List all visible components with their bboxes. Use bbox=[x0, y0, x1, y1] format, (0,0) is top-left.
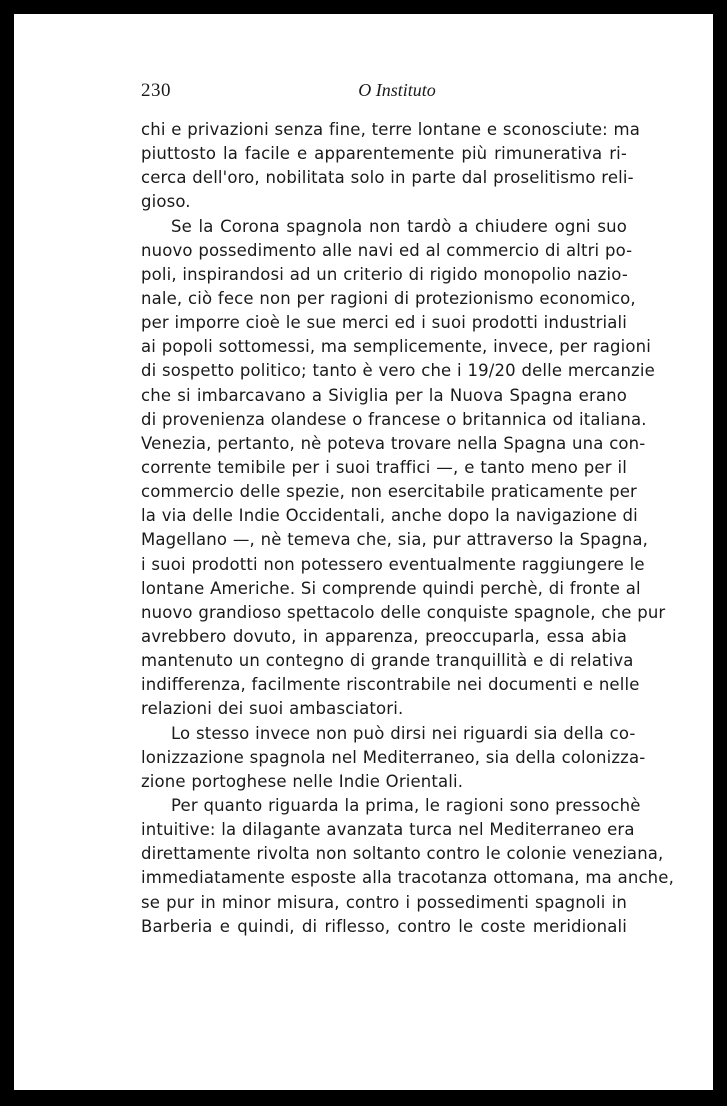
text-line: corrente temibile per i suoi traffici —, e tanto meno per il bbox=[141, 457, 627, 477]
paragraph bbox=[141, 118, 641, 215]
text-line: piuttosto la facile e apparentemente più rimunerativa ri- bbox=[141, 144, 627, 164]
text-line: di sospetto politico; tanto è vero che i 19/20 delle mercanzie bbox=[141, 361, 655, 381]
text-line: se pur in minor misura, contro i possedimenti spagnoli in bbox=[141, 892, 627, 912]
page-header bbox=[141, 80, 623, 108]
text-line: avrebbero dovuto, in apparenza, preoccuparla, essa abia bbox=[141, 626, 627, 646]
running-title: O Instituto bbox=[358, 80, 436, 100]
text-line: Venezia, pertanto, nè poteva trovare nella Spagna una con- bbox=[141, 433, 646, 453]
paragraph bbox=[141, 722, 646, 794]
body-text bbox=[141, 118, 674, 939]
text-line: nale, ciò fece non per ragioni di protezionismo economico, bbox=[141, 288, 636, 308]
text-line: ai popoli sottomessi, ma semplicemente, invece, per ragioni bbox=[141, 337, 651, 357]
text-line: zione portoghese nelle Indie Orientali. bbox=[141, 771, 464, 791]
text-line: lonizzazione spagnola nel Mediterraneo, sia della colonizza- bbox=[141, 747, 646, 767]
paragraph bbox=[141, 215, 666, 722]
text-line: Lo stesso invece non può dirsi nei riguardi sia della co- bbox=[171, 723, 636, 743]
text-line: Barberia e quindi, di riflesso, contro le coste meridionali bbox=[141, 916, 627, 936]
text-line: cerca dell'oro, nobilitata solo in parte dal proselitismo reli- bbox=[141, 168, 634, 188]
text-line: i suoi prodotti non potessero eventualmente raggiungere le bbox=[141, 554, 645, 574]
text-line: indifferenza, facilmente riscontrabile nei documenti e nelle bbox=[141, 675, 640, 695]
text-line: Se la Corona spagnola non tardò a chiudere ogni suo bbox=[171, 216, 627, 236]
text-line: poli, inspirandosi ad un criterio di rigido monopolio nazio- bbox=[141, 264, 628, 284]
text-line: direttamente rivolta non soltanto contro le colonie veneziana, bbox=[141, 844, 664, 864]
book-page bbox=[14, 14, 713, 1090]
text-line: nuovo possedimento alle navi ed al commercio di altri po- bbox=[141, 240, 633, 260]
text-line: relazioni dei suoi ambasciatori. bbox=[141, 699, 404, 719]
page-number: 230 bbox=[141, 80, 171, 101]
text-line: mantenuto un contegno di grande tranquillità e di relativa bbox=[141, 651, 634, 671]
text-line: gioso. bbox=[141, 192, 191, 212]
text-line: che si imbarcavano a Siviglia per la Nuova Spagna erano bbox=[141, 385, 627, 405]
text-line: per imporre cioè le sue merci ed i suoi prodotti industriali bbox=[141, 313, 628, 333]
text-line: immediatamente esposte alla tracotanza ottomana, ma anche, bbox=[141, 868, 674, 888]
text-line: commercio delle spezie, non esercitabile praticamente per bbox=[141, 482, 637, 502]
text-line: chi e privazioni senza fine, terre lontane e sconosciute: ma bbox=[141, 120, 641, 139]
text-line: la via delle Indie Occidentali, anche dopo la navigazione di bbox=[141, 506, 638, 526]
text-line: di provenienza olandese o francese o britannica od italiana. bbox=[141, 409, 647, 429]
text-line: Per quanto riguarda la prima, le ragioni sono pressochè bbox=[171, 795, 641, 815]
text-line: intuitive: la dilagante avanzata turca nel Mediterraneo era bbox=[141, 820, 635, 840]
text-line: lontane Americhe. Si comprende quindi perchè, di fronte al bbox=[141, 578, 641, 598]
text-line: nuovo grandioso spettacolo delle conquiste spagnole, che pur bbox=[141, 602, 666, 622]
text-line: Magellano —, nè temeva che, sia, pur attraverso la Spagna, bbox=[141, 530, 649, 550]
paragraph bbox=[141, 794, 674, 939]
